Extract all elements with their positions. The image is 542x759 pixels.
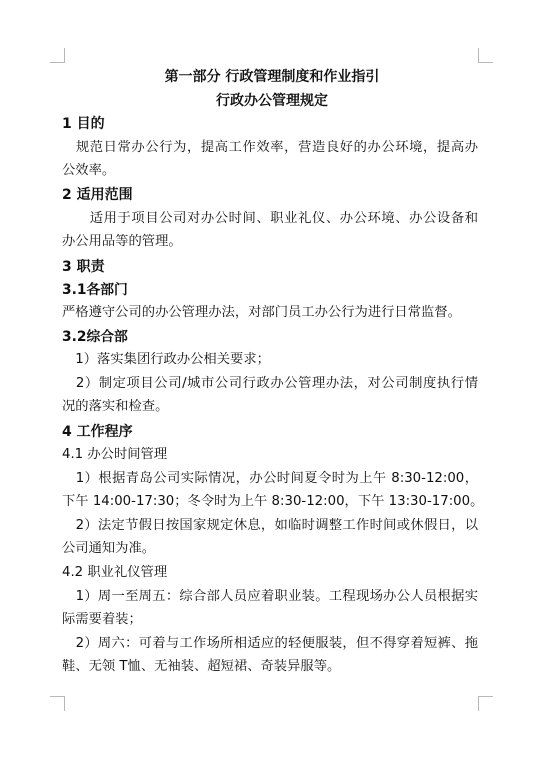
document-title: 第一部分 行政管理制度和作业指引: [164, 69, 380, 85]
section-heading-duties: 3 职责: [62, 259, 105, 275]
list-item: 1）周一至周五：综合部人员应着职业装。工程现场办公人员根据实: [62, 589, 478, 604]
paragraph-line: 严格遵守公司的办公管理办法，对部门员工办公行为进行日常监督。: [62, 305, 461, 320]
paragraph-line: 适用于项目公司对办公时间、职业礼仪、办公环境、办公设备和: [62, 211, 478, 226]
section-heading-procedure: 4 工作程序: [62, 424, 133, 440]
list-item: 1）根据青岛公司实际情况，办公时间夏令时为上午 8:30-12:00，: [62, 471, 478, 486]
section-heading-purpose: 1 目的: [62, 116, 105, 132]
list-item: 2）法定节假日按国家规定休息，如临时调整工作时间或休假日，以: [62, 518, 478, 533]
crop-mark-top-right: [478, 48, 493, 63]
paragraph-line: 办公用品等的管理。: [62, 234, 182, 249]
list-item-continuation: 鞋、无领 T恤、无袖装、超短裙、奇装异服等。: [62, 659, 341, 674]
crop-mark-bottom-right: [478, 696, 493, 711]
list-item: 1）落实集团行政办公相关要求；: [62, 352, 270, 367]
subsection-heading-etiquette: 4.2 职业礼仪管理: [62, 565, 168, 580]
subsection-heading-general-dept: 3.2综合部: [62, 329, 128, 345]
list-item-continuation: 况的落实和检查。: [62, 399, 169, 414]
paragraph-line: 规范日常办公行为，提高工作效率，营造良好的办公环境，提高办: [62, 140, 478, 155]
list-item: 2）制定项目公司/城市公司行政办公管理办法，对公司制度执行情: [62, 376, 478, 391]
subsection-heading-departments: 3.1各部门: [62, 282, 128, 298]
subsection-heading-office-hours: 4.1 办公时间管理: [62, 447, 168, 462]
list-item: 2）周六：可着与工作场所相适应的轻便服装，但不得穿着短裤、拖: [62, 636, 478, 651]
crop-mark-top-left: [50, 48, 65, 63]
crop-mark-bottom-left: [50, 696, 65, 711]
paragraph-line: 公效率。: [62, 163, 116, 178]
list-item-continuation: 下午 14:00-17:30；冬令时为上午 8:30-12:00，下午 13:30-17:00。: [62, 494, 484, 509]
document-subtitle: 行政办公管理规定: [216, 93, 328, 109]
list-item-continuation: 际需要着装；: [62, 612, 142, 627]
list-item-continuation: 公司通知为准。: [62, 541, 156, 556]
section-heading-scope: 2 适用范围: [62, 187, 133, 203]
